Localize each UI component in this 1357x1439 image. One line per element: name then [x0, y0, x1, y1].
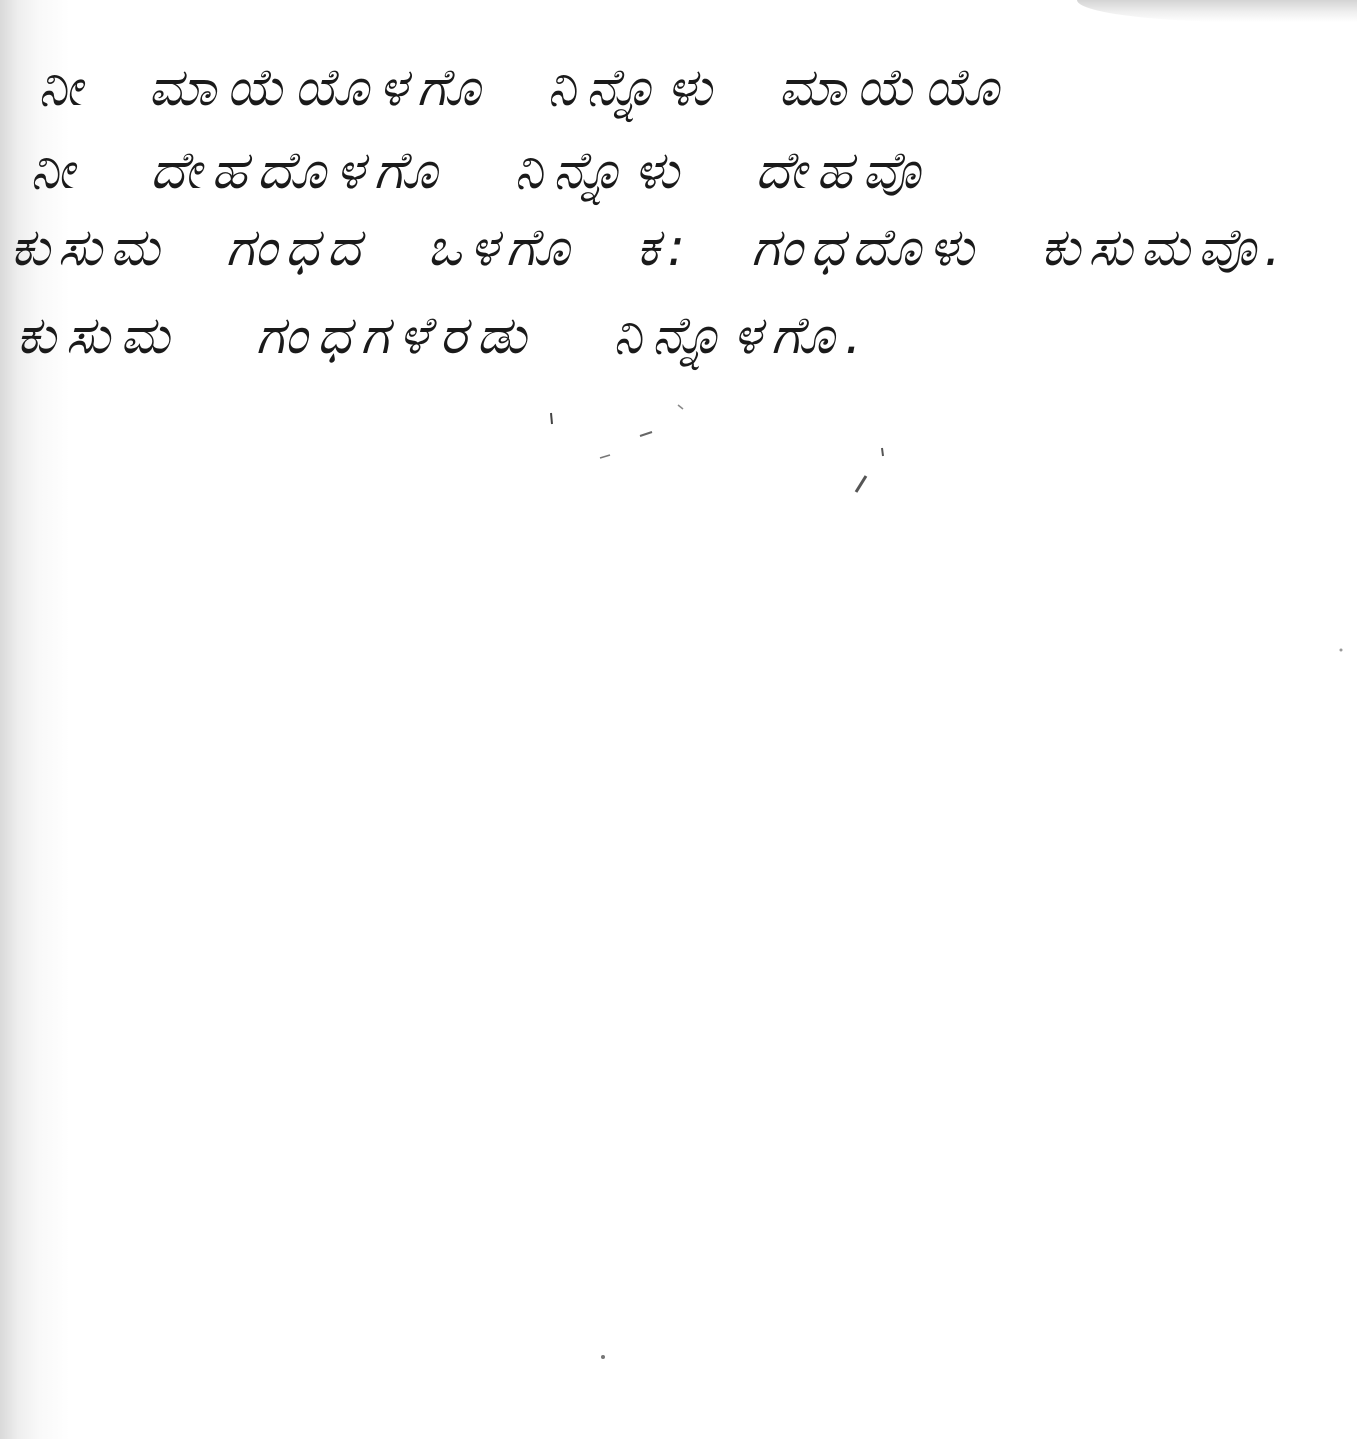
text-line-2: ನೀ ದೇಹದೊಳಗೊ ನಿನ್ನೊಳು ದೇಹವೊ [30, 141, 931, 201]
text-line-4: ಕುಸುಮ ಗಂಧಗಳೆರಡು ನಿನ್ನೊಳಗೊ. [16, 306, 872, 366]
text-line-1: ನೀ ಮಾಯೆಯೊಳಗೊ ನಿನ್ನೊಳು ಮಾಯೆಯೊ [38, 58, 1009, 118]
text-line-3: ಕುಸುಮ ಗಂಧದ ಒಳಗೊ ಕ: ಗಂಧದೊಳು ಕುಸುಮವೊ. [10, 218, 1289, 278]
